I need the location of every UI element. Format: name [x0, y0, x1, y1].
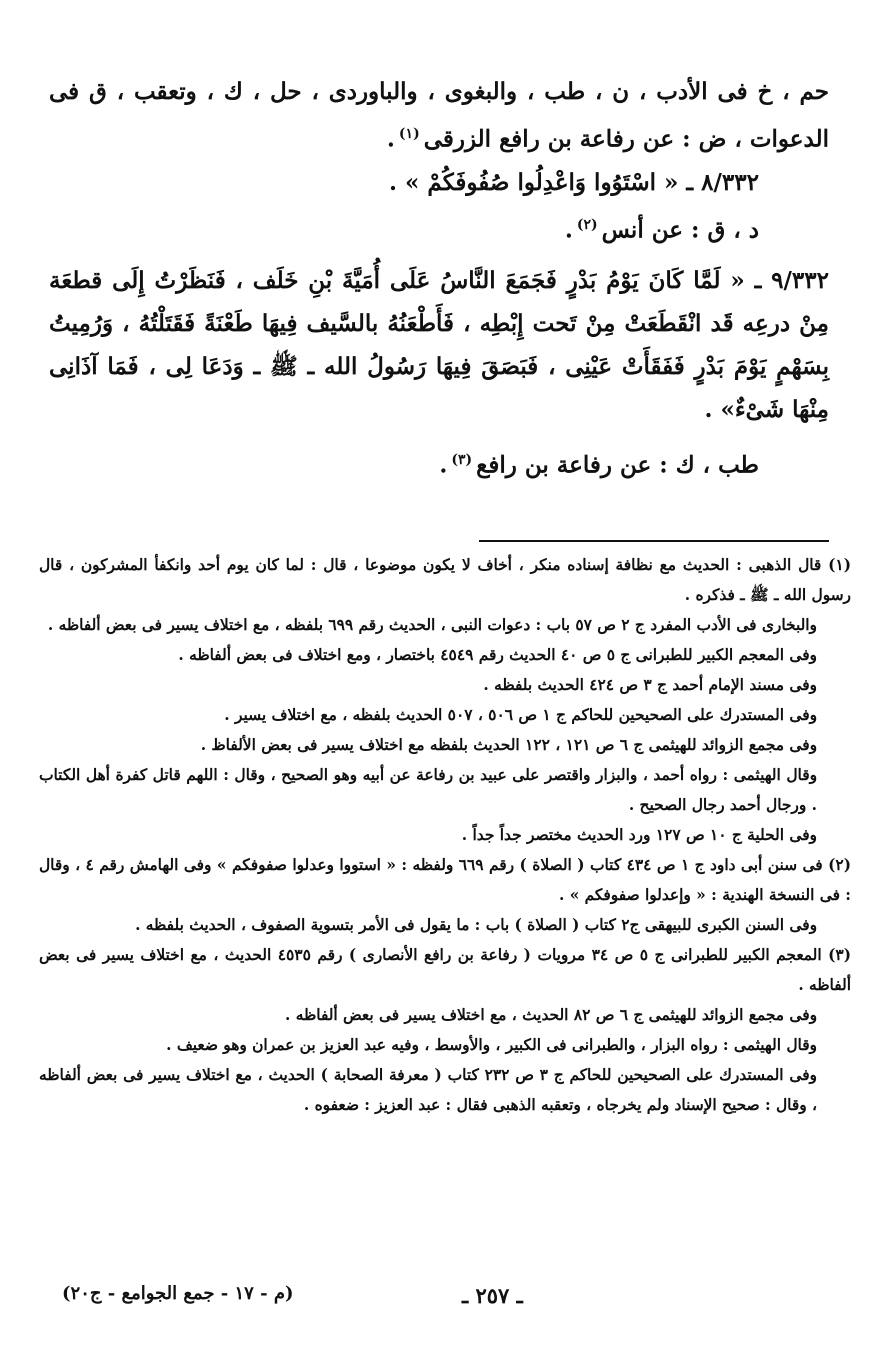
footnote-separator	[479, 540, 829, 542]
page-footer	[62, 1283, 829, 1323]
printer-signature: (م - ١٧ - جمع الجوامع - ج٢٠)	[62, 1283, 294, 1304]
footnote-line: وفى الحلية ج ١٠ ص ١٢٧ ورد الحديث مختصر جداً جداً .	[461, 826, 817, 844]
source-text: د ، ق : عن أنس	[601, 216, 759, 244]
footnote-line: (٢) فى سنن أبى داود ج ١ ص ٤٣٤ كتاب ( الصلاة ) رقم ٦٦٩ ولفظه : « استووا وعدلوا صفوفكم » وفى الهامش رقم ٤ ، وقال : فى النسخة الهندية : « وإعدلوا صفوفكم » .	[39, 856, 851, 904]
paragraph-sources-1	[49, 70, 829, 161]
period: .	[439, 451, 448, 479]
source-text: طب ، ك : عن رفاعة بن رافع	[476, 451, 759, 479]
footnote-line: والبخارى فى الأدب المفرد ج ٢ ص ٥٧ باب : دعوات النبى ، الحديث رقم ٦٩٩ بلفظه ، مع اختلاف يسير فى بعض ألفاظه .	[47, 616, 817, 634]
source-text: حم ، خ فى الأدب ، ن ، طب ، والبغوى ، والباوردى ، حل ، ك ، وتعقب ، ق فى الدعوات ، ض : عن رفاعة بن رافع الزرقى	[49, 78, 829, 153]
paragraph-sources-2	[49, 204, 829, 252]
footnote-line: وفى المستدرك على الصحيحين للحاكم ج ١ ص ٥٠٦ ، ٥٠٧ الحديث بلفظه ، مع اختلاف يسير .	[224, 706, 817, 724]
footnote-line: وفى السنن الكبرى للبيهقى ج٢ كتاب ( الصلاة ) باب : ما يقول فى الأمر بتسوية الصفوف ، الحديث بلفظه .	[135, 916, 817, 934]
footnote-line: (٣) المعجم الكبير للطبرانى ج ٥ ص ٣٤ مرويات ( رفاعة بن رافع الأنصارى ) رقم ٤٥٣٥ الحديث ، مع اختلاف يسير فى بعض ألفاظه .	[39, 946, 851, 994]
footnote-ref: (٢)	[576, 216, 598, 233]
footnote-line: وفى مجمع الزوائد للهيثمى ج ٦ ص ٨٢ الحديث ، مع اختلاف يسير فى بعض ألفاظه .	[285, 1006, 817, 1024]
page-number: ـ ٢٥٧ ـ	[462, 1283, 523, 1308]
footnote-line: وقال الهيثمى : رواه أحمد ، والبزار واقتصر على عبيد بن رفاعة عن أبيه وهو الصحيح ، وقال : اللهم قاتل كفرة أهل الكتاب . ورجال أحمد رجال الصحيح .	[39, 766, 817, 814]
period: .	[386, 125, 395, 153]
footnote-ref: (١)	[398, 126, 420, 142]
footnote-line: وفى المعجم الكبير للطبرانى ج ٥ ص ٤٠ الحديث رقم ٤٥٤٩ باختصار ، ومع اختلاف فى بعض ألفاظه .	[178, 646, 817, 664]
footnote-line: وفى المستدرك على الصحيحين للحاكم ج ٣ ص ٢٣٢ كتاب ( معرفة الصحابة ) الحديث ، مع اختلاف يسير فى بعض ألفاظه ، وقال : صحيح الإسناد ولم يخرجاه ، وتعقبه الذهبى فقال : عبد العزيز : ضعفوه .	[39, 1066, 817, 1114]
footnote-line: (١) قال الذهبى : الحديث مع نظافة إسناده منكر ، أخاف لا يكون موضوعا ، قال : لما كان يوم أحد وانكفأ المشركون ، قال رسول الله ـ ﷺ ـ فذكره .	[39, 556, 851, 604]
footnotes	[39, 550, 851, 1120]
footnote-line: وفى مسند الإمام أحمد ج ٣ ص ٤٢٤ الحديث بلفظه .	[483, 676, 817, 694]
paragraph-sources-3	[49, 439, 829, 487]
main-text	[49, 70, 829, 487]
footnote-line: وفى مجمع الزوائد للهيثمى ج ٦ ص ١٢١ ، ١٢٢ الحديث بلفظه مع اختلاف يسير فى بعض الألفاظ .	[200, 736, 817, 754]
footnote-ref: (٣)	[451, 452, 473, 469]
hadith-heading-8: ٨/٣٣٢ ـ « اسْتَوُوا وَاعْدِلُوا صُفُوفَكُمْ » .	[389, 168, 759, 196]
footnote-line: وقال الهيثمى : رواه البزار ، والطبرانى فى الكبير ، والأوسط ، وفيه عبد العزيز بن عمران وهو ضعيف .	[166, 1036, 817, 1054]
hadith-9: ٩/٣٣٢ ـ « لَمَّا كَانَ يَوْمُ بَدْرٍ فَجَمَعَ النَّاسُ عَلَى أُمَيَّةَ بْنِ خَلَف ، فَنَظَرْتُ إِلَى قطعَة مِنْ درعِه قَد انْقَطَعَتْ مِنْ تَحت إِبْطِه ، فَأَطْعَنُهُ بالسَّيف فِيهَا طَعْنَةً فَقَتَلْتُهُ ، وَرُمِيتُ بِسَهْمٍ يَوْمَ بَدْرٍ فَفَقَأَتْ عَيْنِى ، فَبَصَقَ فِيهَا رَسُولُ الله ـ ﷺ ـ وَدَعَا لِى ، فَمَا آذَانِى مِنْهَا شَىْءٌ» .	[49, 267, 829, 424]
period: .	[564, 216, 573, 244]
